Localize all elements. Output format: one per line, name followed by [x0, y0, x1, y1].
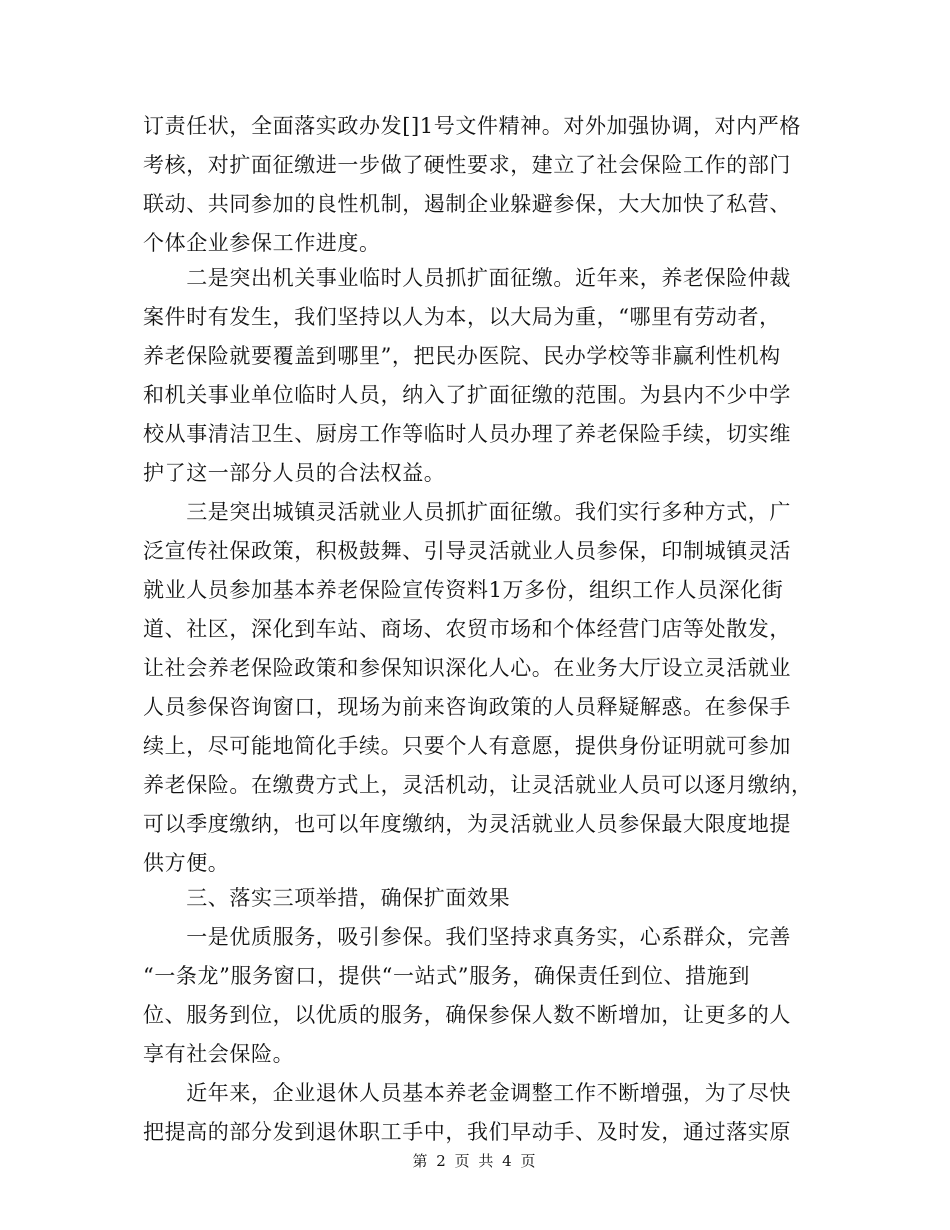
text-line: 养老保险就要覆盖到哪里”，把民办医院、民办学校等非赢利性机构: [143, 344, 781, 368]
text-line: 和机关事业单位临时人员，纳入了扩面征缴的范围。为县内不少中学: [143, 383, 791, 407]
text-line: 让社会养老保险政策和参保知识深化人心。在业务大厅设立灵活就业: [143, 656, 791, 680]
text-line: 案件时有发生，我们坚持以人为本，以大局为重，“哪里有劳动者，: [143, 305, 781, 329]
text-line: 把提高的部分发到退休职工手中，我们早动手、及时发，通过落实原: [143, 1120, 791, 1144]
section-heading: 三、落实三项举措，确保扩面效果: [143, 886, 511, 910]
text-line: 道、社区，深化到车站、商场、农贸市场和个体经营门店等处散发，: [143, 617, 791, 641]
text-line: 订责任状，全面落实政办发[]1号文件精神。对外加强协调，对内严格: [143, 114, 801, 138]
text-line: “一条龙”服务窗口，提供“一站式”服务，确保责任到位、措施到: [143, 964, 750, 988]
text-line: 三是突出城镇灵活就业人员抓扩面征缴。我们实行多种方式，广: [143, 500, 791, 524]
text-line: 个体企业参保工作进度。: [143, 231, 381, 255]
text-line: 二是突出机关事业临时人员抓扩面征缴。近年来，养老保险仲裁: [143, 266, 791, 290]
text-line: 续上，尽可能地简化手续。只要个人有意愿，提供身份证明就可参加: [143, 734, 791, 758]
text-line: 位、服务到位，以优质的服务，确保参保人数不断增加，让更多的人: [143, 1003, 791, 1027]
page-number-footer: 第 2 页 共 4 页: [412, 1152, 538, 1170]
text-line: 人员参保咨询窗口，现场为前来咨询政策的人员释疑解惑。在参保手: [143, 695, 791, 719]
text-line: 泛宣传社保政策，积极鼓舞、引导灵活就业人员参保，印制城镇灵活: [143, 539, 791, 563]
text-line: 校从事清洁卫生、厨房工作等临时人员办理了养老保险手续，切实维: [143, 422, 791, 446]
text-line: 联动、共同参加的良性机制，遏制企业躲避参保，大大加快了私营、: [143, 192, 791, 216]
text-line: 供方便。: [143, 851, 230, 875]
text-line: 护了这一部分人员的合法权益。: [143, 461, 446, 485]
text-line: 考核，对扩面征缴进一步做了硬性要求，建立了社会保险工作的部门: [143, 153, 791, 177]
text-line: 一是优质服务，吸引参保。我们坚持求真务实，心系群众，完善: [143, 925, 791, 949]
text-line: 可以季度缴纳，也可以年度缴纳，为灵活就业人员参保最大限度地提: [143, 812, 791, 836]
text-line: 享有社会保险。: [143, 1042, 295, 1066]
text-line: 就业人员参加基本养老保险宣传资料1万多份，组织工作人员深化街: [143, 578, 784, 602]
text-line: 养老保险。在缴费方式上，灵活机动，让灵活就业人员可以逐月缴纳，: [143, 773, 813, 797]
text-line: 近年来，企业退休人员基本养老金调整工作不断增强，为了尽快: [143, 1081, 791, 1105]
